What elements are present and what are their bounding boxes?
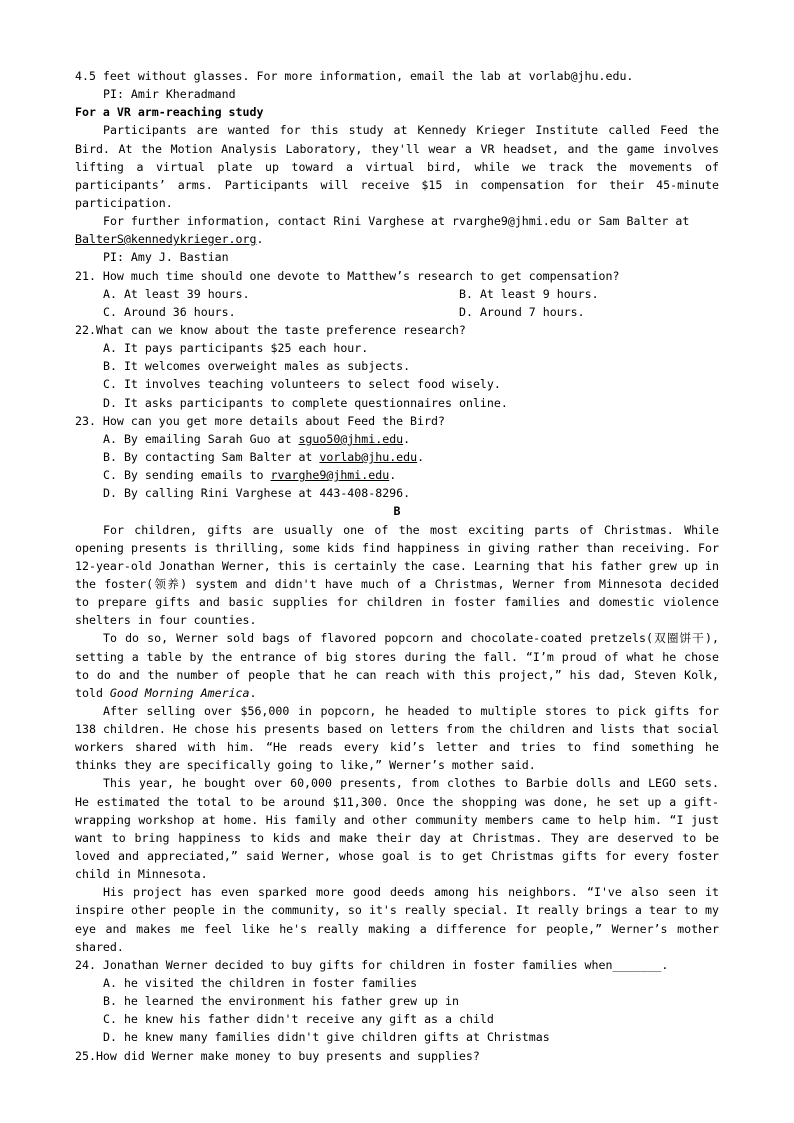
paragraph-text: told [75,685,110,700]
option-d: D. By calling Rini Varghese at 443-408-8296. [103,486,411,501]
paragraph-line: 138 children. He chose his presents based on letters from the children and lists that social [75,722,719,737]
paragraph-line [75,684,719,702]
paragraph-line: eye and makes me feel like he's really making a difference for people,” Werner’s mother [75,921,719,936]
punctuation: . [389,468,397,483]
punctuation: . [417,449,425,464]
paragraph-line: For further information, contact Rini Varghese at rvarghe9@jhmi.edu or Sam Balter at [103,214,690,229]
email-link[interactable]: sguo50@jhmi.edu [298,431,404,446]
option-a: A. At least 39 hours. [103,286,250,301]
option-b [75,448,719,466]
paragraph-line: to prepare gifts and basic supplies for children in foster families and domestic violence [75,595,719,610]
option-text: A. By emailing Sarah Guo at [103,431,299,446]
section-heading: For a VR arm-reaching study [75,105,264,120]
paragraph-line: thinks they are specifically going to like,” Werner’s mother said. [75,758,536,773]
option-b: B. It welcomes overweight males as subjects. [103,359,411,374]
email-link[interactable]: vorlab@jhu.edu [319,449,418,464]
show-title: Good Morning America [109,685,250,700]
question-stem: 23. How can you get more details about Feed the Bird? [75,413,445,428]
section-label: B [393,504,401,519]
option-c: C. Around 36 hours. [103,304,236,319]
paragraph-line: After selling over $56,000 in popcorn, he headed to multiple stores to pick gifts for [103,703,719,718]
paragraph-line: wrapping workshop at home. His family and other community members came to help him. “I just [75,812,719,827]
pi-line: PI: Amir Kheradmand [103,87,236,102]
option-c [75,466,719,484]
option-row [75,285,719,303]
paragraph-line: the foster(领养) system and didn't have much of a Christmas, Werner from Minnesota decided [75,576,719,591]
paragraph-line: He estimated the total to be around $11,300. Once the shopping was done, he set up a gift- [75,794,719,809]
paragraph-line: For children, gifts are usually one of the most exciting parts of Christmas. While [103,522,719,537]
punctuation: . [256,232,264,247]
intro-line: 4.5 feet without glasses. For more information, email the lab at vorlab@jhu.edu. [75,69,634,83]
question-stem: 24. Jonathan Werner decided to buy gifts for children in foster families when_______. [75,957,669,972]
option-row [75,303,719,321]
paragraph-line: 12-year-old Jonathan Werner, this is certainly the case. Learning that his father grew up in [75,558,719,573]
option-b: B. he learned the environment his father grew up in [103,994,459,1009]
email-link[interactable]: BalterS@kennedykrieger.org [75,232,257,247]
paragraph-line: shelters in four counties. [75,613,257,628]
paragraph-line: His project has even sparked more good deeds among his neighbors. “I've also seen it [103,885,719,900]
option-b: B. At least 9 hours. [459,286,599,301]
punctuation: . [403,431,411,446]
paragraph-line: shared. [75,939,124,954]
option-d: D. Around 7 hours. [459,304,585,319]
question-stem: 22.What can we know about the taste preference research? [75,322,466,337]
paragraph-line: loved and appreciated,” said Werner, whose goal is to get Christmas gifts for every foster [75,849,719,864]
paragraph-line: This year, he bought over 60,000 presents, from clothes to Barbie dolls and LEGO sets. [103,776,719,791]
option-a: A. It pays participants $25 each hour. [103,341,369,356]
pi-line: PI: Amy J. Bastian [103,250,229,265]
paragraph-line: opening presents is thrilling, some kids find happiness in giving rather than receiving. For [75,540,719,555]
paragraph-line: To do so, Werner sold bags of flavored popcorn and chocolate-coated pretzels(双圈饼干), [103,631,719,646]
option-d: D. It asks participants to complete questionnaires online. [103,395,508,410]
option-a [75,430,719,448]
paragraph-line: lifting a virtual plate up toward a virtual bird, while we track the movements of [75,159,719,174]
paragraph-line: inspire other people in the community, so it's really special. It really brings a tear to my [75,903,719,918]
punctuation: . [249,685,257,700]
document-page [75,67,719,1065]
paragraph-line: participants’ arms. Participants will receive $15 in compensation for their 45-minute [75,177,719,192]
paragraph-line: Participants are wanted for this study at Kennedy Krieger Institute called Feed the [103,123,719,138]
paragraph-line: want to bring happiness to kids and make their day at Christmas. They are deserved to be [75,830,719,845]
paragraph-line: to do and the number of people that he can reach with this project,” his dad, Steven Kolk, [75,667,719,682]
question-stem: 21. How much time should one devote to Matthew’s research to get compensation? [75,268,620,283]
option-a: A. he visited the children in foster families [103,976,418,991]
paragraph-line: workers shared with him. “He reads every kid’s letter and tries to find something he [75,740,719,755]
email-link[interactable]: rvarghe9@jhmi.edu [270,468,390,483]
paragraph-line: setting a table by the entrance of big stores during the fall. “I’m proud of what he chose [75,649,719,664]
paragraph-line: Bird. At the Motion Analysis Laboratory, they'll wear a VR headset, and the game involves [75,141,719,156]
option-text: C. By sending emails to [103,468,271,483]
option-c: C. he knew his father didn't receive any gift as a child [103,1012,494,1027]
paragraph-line [75,230,719,248]
option-d: D. he knew many families didn't give children gifts at Christmas [103,1030,550,1045]
question-stem: 25.How did Werner make money to buy presents and supplies? [75,1048,480,1063]
paragraph-line: participation. [75,195,173,210]
paragraph-line: child in Minnesota. [75,867,208,882]
option-c: C. It involves teaching volunteers to select food wisely. [103,377,501,392]
option-text: B. By contacting Sam Balter at [103,449,320,464]
